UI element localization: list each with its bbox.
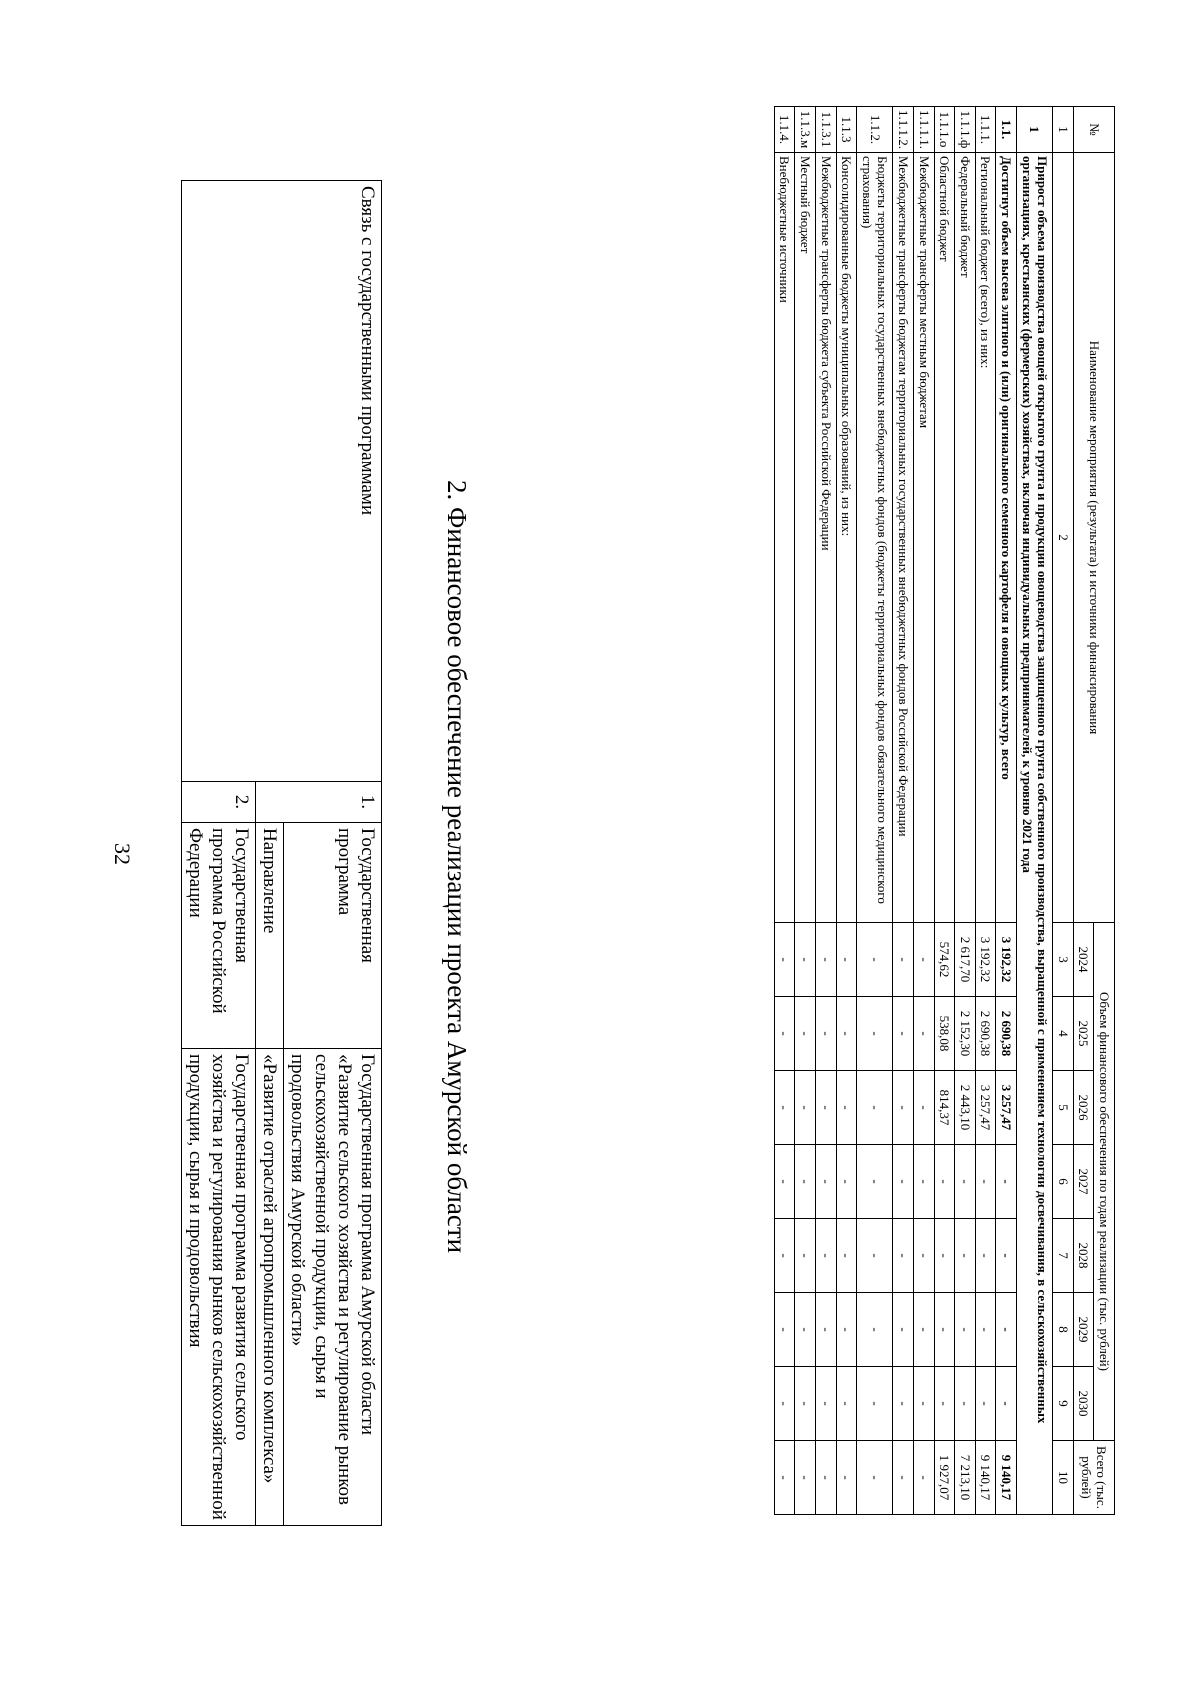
programs-table	[181, 180, 382, 1526]
page-number: 32	[110, 843, 135, 865]
row-number: 1.1.2.	[857, 107, 893, 153]
row-value: 574,62	[934, 923, 955, 997]
row-total: 9 140,17	[975, 1441, 996, 1515]
row-value: -	[795, 1071, 816, 1145]
row-value: -	[816, 923, 837, 997]
row-value: -	[914, 1219, 935, 1293]
header-no: №	[1073, 107, 1114, 153]
row-name: Федеральный бюджет	[955, 153, 976, 923]
row-value: -	[934, 1293, 955, 1367]
table-row	[795, 107, 816, 1515]
direction-text: «Развитие отраслей агропромышленного комплекса»	[256, 1049, 284, 1526]
program-number: 2.	[181, 782, 256, 823]
table-row	[816, 107, 837, 1515]
row-value: -	[996, 1219, 1017, 1293]
row-value: -	[795, 1145, 816, 1219]
row-value: -	[955, 1219, 976, 1293]
row-value: -	[893, 1293, 914, 1367]
row-value: -	[914, 923, 935, 997]
goal-number: 1	[1017, 107, 1053, 153]
row-value: -	[836, 1219, 857, 1293]
table-row	[975, 107, 996, 1515]
row-value: 2 690,38	[996, 997, 1017, 1071]
column-number: 6	[1053, 1145, 1074, 1219]
row-value: -	[774, 923, 795, 997]
row-value: -	[914, 997, 935, 1071]
finance-table	[774, 106, 1115, 1515]
row-name: Внебюджетные источники	[774, 153, 795, 923]
row-value: -	[795, 997, 816, 1071]
goal-text: Прирост объема производства овощей открытого грунта и продукции овощеводства защищенного грунта собственного производства, выращенной с применением технологии досвечивания, в сельскохозяйственных организациях, крестьянских (фермерских) хозяйствах, включая индивидуальных предпринимателей, к уровню 2021 года	[1017, 153, 1053, 1515]
header-year: 2025	[1073, 997, 1094, 1071]
row-value: -	[836, 923, 857, 997]
row-value: -	[857, 1219, 893, 1293]
row-value: -	[836, 1293, 857, 1367]
row-number: 1.1.4.	[774, 107, 795, 153]
column-number: 8	[1053, 1293, 1074, 1367]
row-value: 3 257,47	[975, 1071, 996, 1145]
row-total: 1 927,07	[934, 1441, 955, 1515]
table-row	[774, 107, 795, 1515]
row-value: -	[836, 997, 857, 1071]
row-number: 1.1.3.1	[816, 107, 837, 153]
row-value: -	[857, 1367, 893, 1441]
row-total: -	[914, 1441, 935, 1515]
header-volume: Объем финансового обеспечения по годам реализации (тыс. рублей)	[1094, 923, 1115, 1441]
row-total: -	[774, 1441, 795, 1515]
row-total: -	[795, 1441, 816, 1515]
row-value: 2 152,30	[955, 997, 976, 1071]
row-value: -	[857, 923, 893, 997]
row-name: Межбюджетные трансферты бюджета субъекта Российской Федерации	[816, 153, 837, 923]
column-number: 3	[1053, 923, 1074, 997]
column-numbers-row	[1053, 107, 1074, 1515]
row-name: Региональный бюджет (всего), из них:	[975, 153, 996, 923]
row-value: -	[996, 1293, 1017, 1367]
header-year: 2027	[1073, 1145, 1094, 1219]
row-value: -	[816, 1145, 837, 1219]
row-value: -	[975, 1219, 996, 1293]
row-value: -	[893, 1219, 914, 1293]
column-number: 9	[1053, 1367, 1074, 1441]
row-value: 3 192,32	[975, 923, 996, 997]
header-name: Наименование мероприятия (результата) и источники финансирования	[1073, 153, 1114, 923]
row-value: -	[795, 923, 816, 997]
row-value: 3 192,32	[996, 923, 1017, 997]
row-value: -	[955, 1145, 976, 1219]
row-value: -	[774, 997, 795, 1071]
row-value: 814,37	[934, 1071, 955, 1145]
table-row	[893, 107, 914, 1515]
row-value: -	[934, 1145, 955, 1219]
row-value: -	[816, 1367, 837, 1441]
row-number: 1.1.1.2.	[893, 107, 914, 153]
program-text: Государственная программа развития сельского хозяйства и регулирования рынков сельскохозяйственной продукции, сырья и продовольствия	[181, 1049, 256, 1526]
row-value: -	[795, 1219, 816, 1293]
row-number: 1.1.1.ф	[955, 107, 976, 153]
row-value: -	[893, 997, 914, 1071]
row-name: Областной бюджет	[934, 153, 955, 923]
program-number: 1.	[256, 782, 382, 823]
row-value: -	[774, 1145, 795, 1219]
column-number: 4	[1053, 997, 1074, 1071]
programs-label: Связь с государственными программами	[181, 181, 381, 782]
program-text: Государственная программа Амурской области «Развитие сельского хозяйства и регулирование рынков сельскохозяйственной продукции, сырья и продовольствия Амурской области»	[284, 1049, 382, 1526]
row-value: -	[816, 1293, 837, 1367]
row-name: Местный бюджет	[795, 153, 816, 923]
header-year: 2029	[1073, 1293, 1094, 1367]
finance-rows	[774, 107, 1016, 1515]
row-number: 1.1.	[996, 107, 1017, 153]
row-value: -	[774, 1219, 795, 1293]
row-value: -	[955, 1367, 976, 1441]
program-kind: Государственная программа	[284, 823, 382, 1049]
row-value: -	[975, 1293, 996, 1367]
table-row	[996, 107, 1017, 1515]
column-number: 2	[1053, 153, 1074, 923]
row-name: Бюджеты территориальных государственных внебюджетных фондов (бюджеты территориальных фондов обязательного медицинского страхования)	[857, 153, 893, 923]
row-value: -	[914, 1071, 935, 1145]
section-title: 2. Финансовое обеспечение реализации проекта Амурской области	[442, 480, 472, 1254]
row-number: 1.1.1.1.	[914, 107, 935, 153]
row-name: Консолидированные бюджеты муниципальных образований, из них:	[836, 153, 857, 923]
row-value: -	[816, 1071, 837, 1145]
row-total: -	[857, 1441, 893, 1515]
row-total: 7 213,10	[955, 1441, 976, 1515]
row-value: -	[857, 1071, 893, 1145]
table-row	[914, 107, 935, 1515]
row-total: 9 140,17	[996, 1441, 1017, 1515]
row-value: -	[836, 1145, 857, 1219]
row-total: -	[893, 1441, 914, 1515]
row-value: -	[795, 1367, 816, 1441]
row-value: -	[996, 1367, 1017, 1441]
row-value: -	[857, 1145, 893, 1219]
row-value: -	[893, 1071, 914, 1145]
row-name: Достигнут объем высева элитного и (или) оригинального семенного картофеля и овощных культур, всего	[996, 153, 1017, 923]
row-value: 538,08	[934, 997, 955, 1071]
program-kind: Государственная программа Российской Федерации	[181, 823, 256, 1049]
header-year: 2030	[1073, 1367, 1094, 1441]
row-value: -	[774, 1367, 795, 1441]
row-value: -	[934, 1219, 955, 1293]
row-value: -	[857, 1293, 893, 1367]
row-value: -	[893, 1367, 914, 1441]
header-row	[1094, 107, 1115, 1515]
row-value: -	[914, 1145, 935, 1219]
header-total: Всего (тыс. рублей)	[1073, 1441, 1114, 1515]
row-value: -	[816, 1219, 837, 1293]
table-row	[955, 107, 976, 1515]
row-value: -	[836, 1071, 857, 1145]
row-value: 2 617,70	[955, 923, 976, 997]
row-value: -	[857, 997, 893, 1071]
table-row	[836, 107, 857, 1515]
row-value: -	[795, 1293, 816, 1367]
column-number: 10	[1053, 1441, 1074, 1515]
row-value: -	[955, 1293, 976, 1367]
row-value: -	[836, 1367, 857, 1441]
row-value: -	[934, 1367, 955, 1441]
direction-kind: Направление	[256, 823, 284, 1049]
row-value: -	[975, 1367, 996, 1441]
row-value: -	[975, 1145, 996, 1219]
row-number: 1.1.3.м	[795, 107, 816, 153]
row-value: -	[914, 1367, 935, 1441]
header-year: 2024	[1073, 923, 1094, 997]
table-row	[857, 107, 893, 1515]
row-value: 2 443,10	[955, 1071, 976, 1145]
row-name: Межбюджетные трансферты бюджетам территориальных государственных внебюджетных фондов Российской Федерации	[893, 153, 914, 923]
row-value: -	[893, 1145, 914, 1219]
goal-row	[1017, 107, 1053, 1515]
programs-row	[284, 181, 382, 1526]
column-number: 7	[1053, 1219, 1074, 1293]
row-name: Межбюджетные трансферты местным бюджетам	[914, 153, 935, 923]
column-number: 5	[1053, 1071, 1074, 1145]
row-number: 1.1.1.	[975, 107, 996, 153]
header-year: 2026	[1073, 1071, 1094, 1145]
row-value: -	[893, 923, 914, 997]
row-total: -	[836, 1441, 857, 1515]
row-value: -	[774, 1071, 795, 1145]
row-total: -	[816, 1441, 837, 1515]
table-row	[934, 107, 955, 1515]
row-value: -	[816, 997, 837, 1071]
row-value: -	[914, 1293, 935, 1367]
row-value: -	[774, 1293, 795, 1367]
header-year: 2028	[1073, 1219, 1094, 1293]
column-number: 1	[1053, 107, 1074, 153]
row-number: 1.1.1.о	[934, 107, 955, 153]
row-value: 3 257,47	[996, 1071, 1017, 1145]
row-value: -	[996, 1145, 1017, 1219]
row-number: 1.1.3	[836, 107, 857, 153]
row-value: 2 690,38	[975, 997, 996, 1071]
